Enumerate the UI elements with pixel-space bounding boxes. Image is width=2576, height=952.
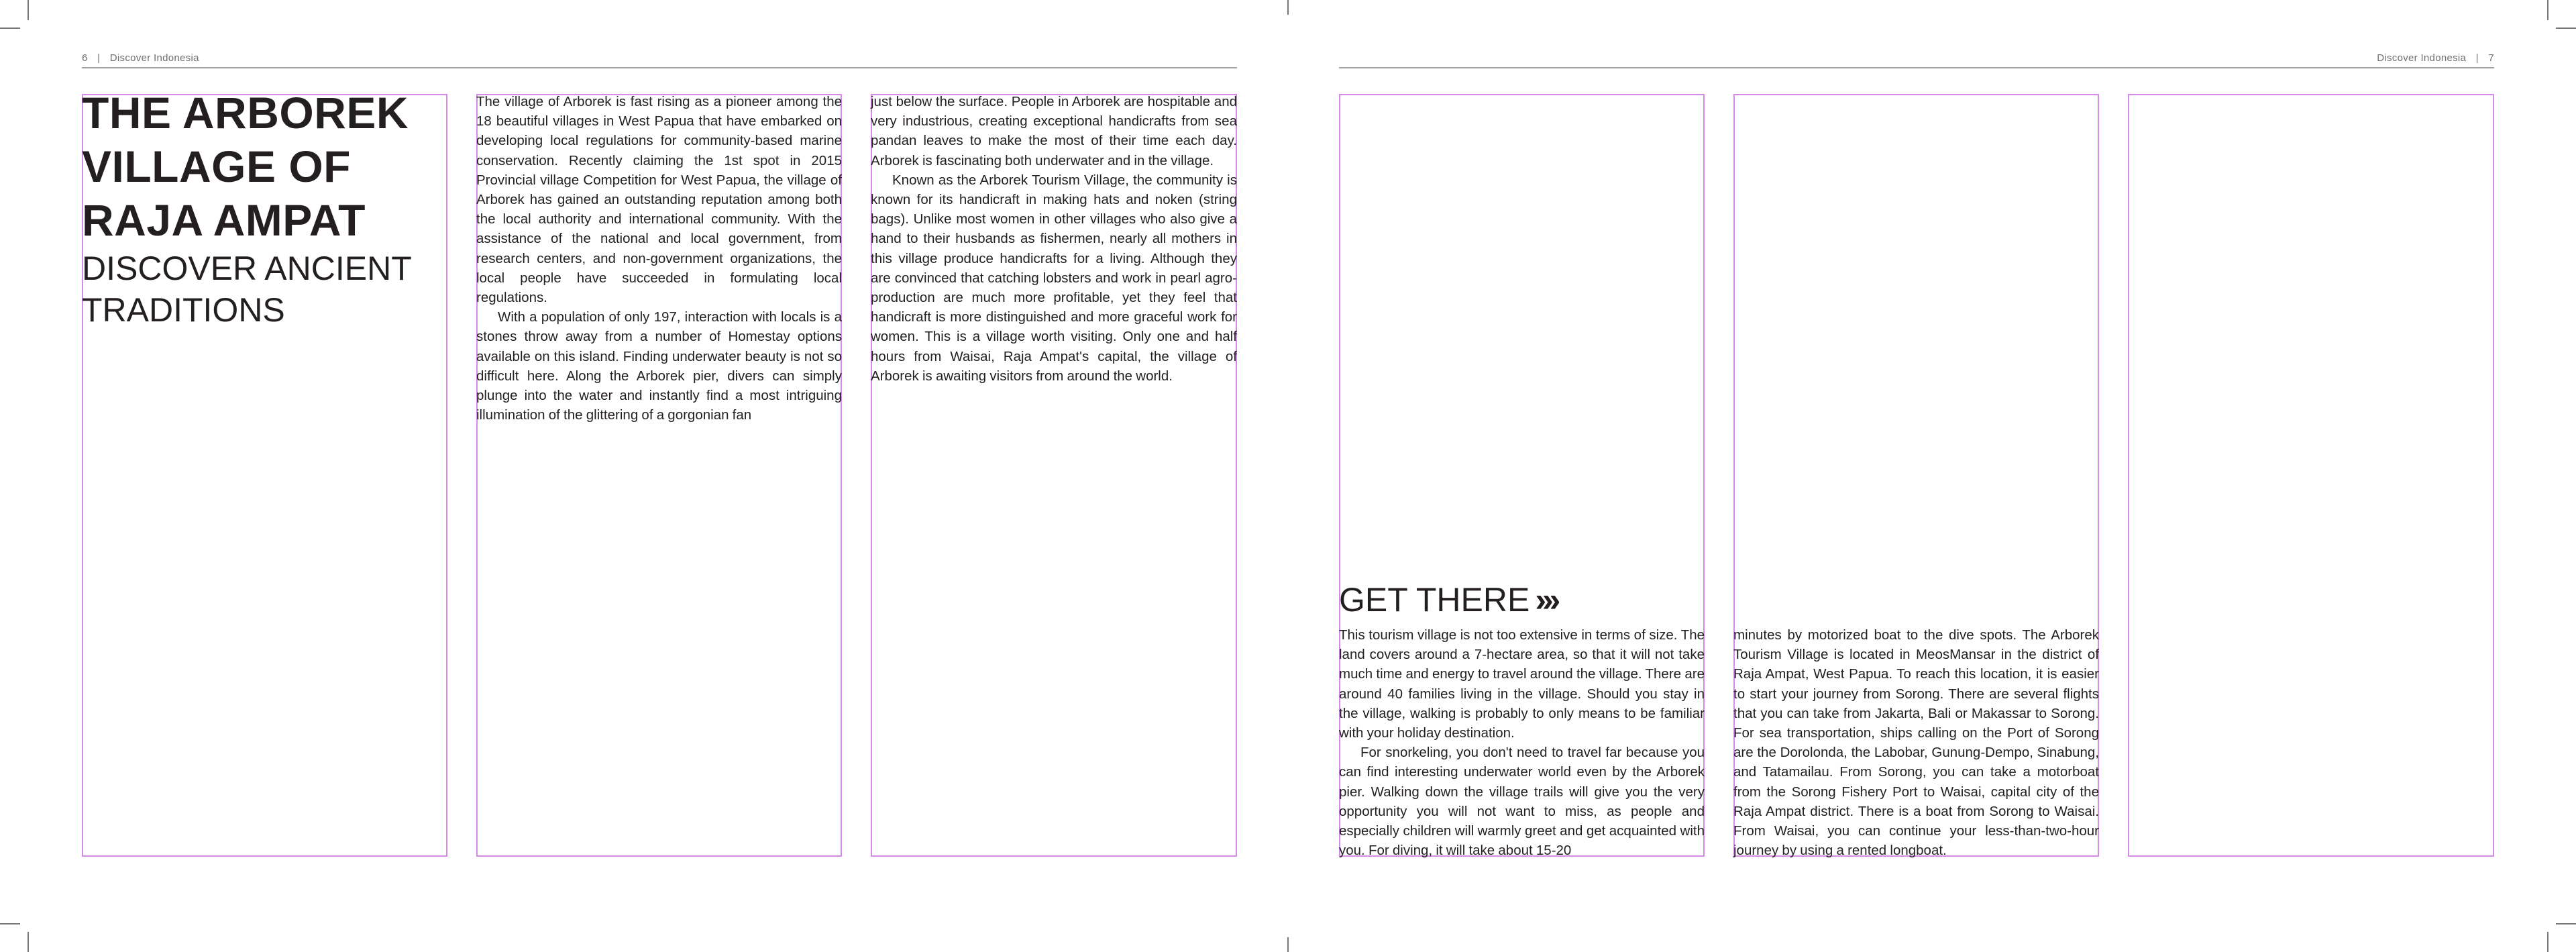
triple-chevron-right-icon: ››› [1535, 581, 1557, 619]
left-body-column-2 [871, 92, 1237, 386]
crop-mark-top-left-v [28, 0, 29, 20]
left-col2-paragraph-1: just below the surface. People in Arborek are hospitable and very industrious, creating exceptional handicrafts from sea pandan leaves to make the most of their time each day. Arborek is fascinating both underwater and in the village. [871, 94, 1237, 168]
left-page-number: 6 [82, 52, 88, 64]
crop-mark-top-center [1287, 0, 1289, 15]
get-there-heading-text: GET THERE [1339, 581, 1530, 619]
left-folio-title: Discover Indonesia [109, 52, 199, 64]
left-col2-paragraph-2: Known as the Arborek Tourism Village, the community is known for its handicraft in making hats and noken (string bags). Unlike most women in other villages who also give a hand to their husbands as fishermen, nearly all mothers in this village produce handicrafts for a living. Although they are convinced that catching lobsters and work in pearl agro-production are much more profitable, yet they feel that handicraft is more distinguished and more graceful work for women. This is a village worth visiting. Only one and half hours from Waisai, Raja Ampat's capital, the village of Arborek is awaiting visitors from around the world. [871, 172, 1237, 384]
crop-mark-bottom-right-h [2556, 923, 2576, 924]
left-body-column-1 [476, 92, 842, 425]
crop-mark-bottom-right-v [2547, 932, 2548, 952]
crop-mark-bottom-left-v [28, 932, 29, 952]
left-page-folio [82, 52, 199, 64]
left-col1-paragraph-2: With a population of only 197, interaction with locals is a stones throw away from a number of Homestay options available on this island. Finding underwater beauty is not so difficult here. Along the Arborek pier, divers can simply plunge into the water and instantly find a most intriguing illumination of the glittering of a gorgonian fan [476, 309, 842, 423]
right-page-number: 7 [2488, 52, 2494, 64]
crop-mark-bottom-center [1287, 937, 1289, 952]
right-body-column-1 [1339, 625, 1705, 860]
right-col-frame-3 [2128, 94, 2494, 857]
right-header-rule [1339, 67, 2494, 68]
left-col1-paragraph-1: The village of Arborek is fast rising as a pioneer among the 18 beautiful villages in West Papua that have embarked on developing local regulations for community-based marine conservation. Recently claiming the 1st spot in 2015 Provincial village Competition for West Papua, the village of Arborek has gained an outstanding reputation among both the local authority and international community. With the assistance of the national and local government, from research centers, and non-government organizations, the local people have succeeded in formulating local regulations. [476, 94, 842, 306]
article-subheadline: DISCOVER ANCIENT TRADITIONS [82, 250, 411, 329]
article-headline: THE ARBOREK VILLAGE OF RAJA AMPAT [82, 88, 409, 245]
right-col2-paragraph-1: minutes by motorized boat to the dive spots. The Arborek Tourism Village is located in MeosMansar in the district of Raja Ampat, West Papua. To reach this location, it is easier to start your journey from Sorong. There are several flights that you can take from Jakarta, Bali or Makassar to Sorong. For sea transportation, ships calling on the Port of Sorong are the Dorolonda, the Labobar, Gunung-Dempo, Sinabung, and Tatamailau. From Sorong, you can take a motorboat from the Sorong Fishery Port to Waisai, capital city of the Raja Ampat district. There is a boat from Sorong to Waisai. From Waisai, you can continue your less-than-two-hour journey by using a rented longboat. [1733, 627, 2099, 859]
crop-mark-top-right-v [2547, 0, 2548, 20]
right-folio-separator: | [2475, 52, 2479, 64]
crop-mark-top-left-h [0, 28, 20, 29]
right-body-column-2 [1733, 625, 2099, 860]
right-page-folio [2377, 52, 2494, 64]
right-folio-title: Discover Indonesia [2377, 52, 2467, 64]
left-header-rule [82, 67, 1237, 68]
get-there-heading [1339, 580, 1556, 620]
left-folio-separator: | [97, 52, 101, 64]
crop-mark-bottom-left-h [0, 923, 20, 924]
right-col1-paragraph-2: For snorkeling, you don't need to travel far because you can find interesting underwater world even by the Arborek pier. Walking down the village trails will give you the very opportunity you will not want to miss, as people and especially children will warmly greet and get acquainted with you. For diving, it will take about 15-20 [1339, 745, 1705, 859]
crop-mark-top-right-h [2556, 28, 2576, 29]
right-col1-paragraph-1: This tourism village is not too extensive in terms of size. The land covers around a 7-hectare area, so that it will not take much time and energy to travel around the village. There are around 40 families living in the village. Should you stay in the village, walking is probably to only means to be familiar with your holiday destination. [1339, 627, 1705, 741]
